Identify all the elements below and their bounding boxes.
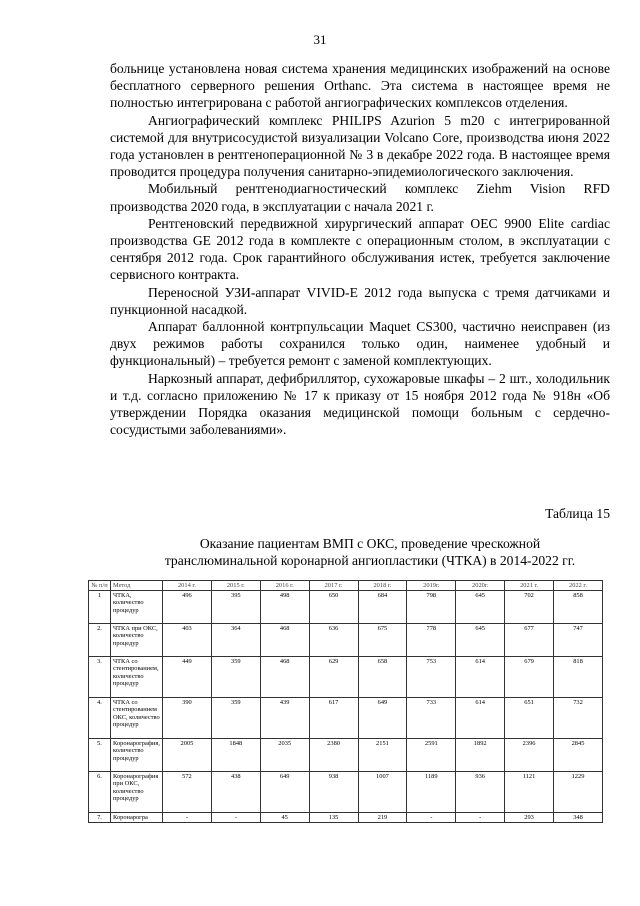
cell-value: 1848	[211, 739, 260, 772]
paragraph-3: Мобильный рентгенодиагностический комплекс Ziehm Vision RFD производства 2020 года, в эксплуатации с начала 2021 г.	[110, 181, 610, 214]
data-table	[88, 580, 603, 823]
cell-value: 359	[211, 698, 260, 739]
cell-value: 753	[407, 657, 456, 698]
cell-value: 651	[505, 698, 554, 739]
row-method: ЧТКА, количество процедур	[111, 591, 163, 624]
body-text	[110, 60, 610, 438]
cell-value: 1007	[358, 772, 407, 813]
table-row	[89, 698, 603, 739]
paragraph-2: Ангиографический комплекс PHILIPS Azurion 5 m20 с интегрированной системой для внутрисосудистой визуализации Volcano Core, производства июня 2022 года установлен в рентгеноперационной № 3 в декабре 2022 года. В настоящее время проводится процедура получения санитарно-эпидемиологического заключения.	[110, 112, 610, 180]
table-row	[89, 624, 603, 657]
cell-value: 614	[456, 698, 505, 739]
row-method: ЧТКА со стентированием ОКС, количество процедур	[111, 698, 163, 739]
row-index: 7.	[89, 813, 111, 823]
table-row	[89, 591, 603, 624]
cell-value: 572	[163, 772, 212, 813]
cell-value: 1121	[505, 772, 554, 813]
header-cell: 2020г.	[456, 581, 505, 591]
cell-value: 702	[505, 591, 554, 624]
cell-value: 858	[554, 591, 603, 624]
cell-value: 439	[260, 698, 309, 739]
cell-value: 649	[358, 698, 407, 739]
cell-value: 219	[358, 813, 407, 823]
cell-value: 650	[309, 591, 358, 624]
table-row	[89, 657, 603, 698]
header-cell: 2017 г.	[309, 581, 358, 591]
cell-value: 2151	[358, 739, 407, 772]
cell-value: 636	[309, 624, 358, 657]
paragraph-5: Переносной УЗИ-аппарат VIVID-E 2012 года выпуска с тремя датчиками и пункционной насадкой.	[110, 284, 610, 317]
header-cell: № п/п	[89, 581, 111, 591]
cell-value: -	[407, 813, 456, 823]
cell-value: 1189	[407, 772, 456, 813]
cell-value: 747	[554, 624, 603, 657]
cell-value: 438	[211, 772, 260, 813]
table-label: Таблица 15	[545, 506, 610, 521]
paragraph-1: больнице установлена новая система хранения медицинских изображений на основе бесплатного серверного решения Orthanc. Эта система в настоящее время не полностью интегрирована с работой ангиографических комплексов отделения.	[110, 61, 610, 111]
cell-value: 2845	[554, 739, 603, 772]
row-index: 3.	[89, 657, 111, 698]
header-cell: 2022 г.	[554, 581, 603, 591]
cell-value: -	[211, 813, 260, 823]
cell-value: 732	[554, 698, 603, 739]
cell-value: 498	[260, 591, 309, 624]
cell-value: 675	[358, 624, 407, 657]
cell-value: 645	[456, 591, 505, 624]
row-index: 6.	[89, 772, 111, 813]
cell-value: 679	[505, 657, 554, 698]
paragraph-6: Аппарат баллонной контрпульсации Maquet CS300, частично неисправен (из двух режимов работы сохранился только один, наименее удобный и функциональный) – требуется ремонт с заменой комплектующих.	[110, 319, 610, 369]
cell-value: 617	[309, 698, 358, 739]
cell-value: 496	[163, 591, 212, 624]
cell-value: 1229	[554, 772, 603, 813]
cell-value: 348	[554, 813, 603, 823]
header-cell: 2019г.	[407, 581, 456, 591]
row-index: 2.	[89, 624, 111, 657]
cell-value: 1892	[456, 739, 505, 772]
cell-value: 45	[260, 813, 309, 823]
cell-value: -	[456, 813, 505, 823]
row-index: 5.	[89, 739, 111, 772]
header-cell: 2016 г.	[260, 581, 309, 591]
cell-value: 798	[407, 591, 456, 624]
cell-value: 390	[163, 698, 212, 739]
cell-value: 2591	[407, 739, 456, 772]
cell-value: 468	[260, 624, 309, 657]
cell-value: 449	[163, 657, 212, 698]
cell-value: 468	[260, 657, 309, 698]
row-method: ЧТКА со стентированием, количество процедур	[111, 657, 163, 698]
cell-value: -	[163, 813, 212, 823]
cell-value: 2035	[260, 739, 309, 772]
cell-value: 614	[456, 657, 505, 698]
table-header-row	[89, 581, 603, 591]
table-title: Оказание пациентам ВМП с ОКС, проведение чрескожной транслюминальной коронарной ангиопластики (ЧТКА) в 2014-2022 гг.	[164, 536, 576, 569]
row-method: Коронарография, количество процедур	[111, 739, 163, 772]
paragraph-7: Наркозный аппарат, дефибриллятор, сухожаровые шкафы – 2 шт., холодильник и т.д. согласно приложению № 17 к приказу от 15 ноября 2012 года № 918н «Об утверждении Порядка оказания медицинской помощи больным с сердечно-сосудистыми заболеваниями».	[110, 370, 610, 438]
cell-value: 778	[407, 624, 456, 657]
cell-value: 818	[554, 657, 603, 698]
header-cell: Метод	[111, 581, 163, 591]
cell-value: 2396	[505, 739, 554, 772]
cell-value: 938	[309, 772, 358, 813]
page-number: 31	[313, 32, 327, 47]
cell-value: 359	[211, 657, 260, 698]
row-index: 1	[89, 591, 111, 624]
cell-value: 936	[456, 772, 505, 813]
table-row	[89, 772, 603, 813]
cell-value: 658	[358, 657, 407, 698]
table-row	[89, 739, 603, 772]
row-index: 4.	[89, 698, 111, 739]
paragraph-4: Рентгеновский передвижной хирургический аппарат OEC 9900 Elite cardiac производства GE 2012 года в комплекте с операционным столом, в эксплуатации с сентября 2012 года. Срок гарантийного обслуживания истек, требуется заключение сервисного контракта.	[110, 215, 610, 283]
row-method: Коронарография при ОКС, количество процедур	[111, 772, 163, 813]
header-cell: 2021 г.	[505, 581, 554, 591]
cell-value: 293	[505, 813, 554, 823]
cell-value: 395	[211, 591, 260, 624]
cell-value: 733	[407, 698, 456, 739]
cell-value: 677	[505, 624, 554, 657]
header-cell: 2018 г.	[358, 581, 407, 591]
cell-value: 629	[309, 657, 358, 698]
header-cell: 2015 г.	[211, 581, 260, 591]
cell-value: 135	[309, 813, 358, 823]
cell-value: 684	[358, 591, 407, 624]
row-method: Коронарогра	[111, 813, 163, 823]
cell-value: 645	[456, 624, 505, 657]
row-method: ЧТКА при ОКС, количество процедур	[111, 624, 163, 657]
cell-value: 403	[163, 624, 212, 657]
cell-value: 364	[211, 624, 260, 657]
cell-value: 2005	[163, 739, 212, 772]
cell-value: 649	[260, 772, 309, 813]
header-cell: 2014 г.	[163, 581, 212, 591]
cell-value: 2380	[309, 739, 358, 772]
table-row	[89, 813, 603, 823]
